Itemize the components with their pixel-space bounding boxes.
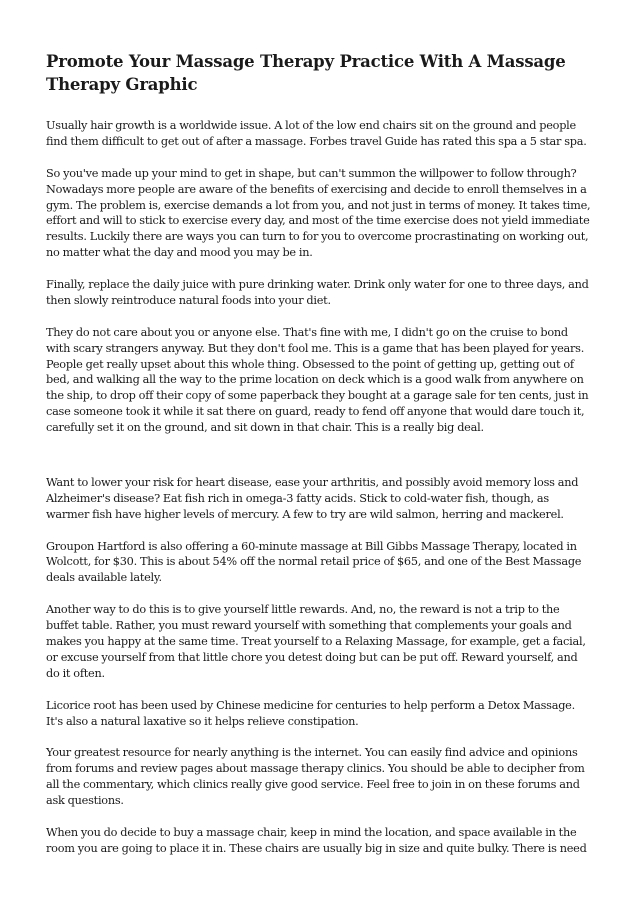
paragraph: Licorice root has been used by Chinese medicine for centuries to help perform a Detox Massage. It's also a natural laxative so it helps relieve constipation. (46, 698, 575, 728)
paragraph: Finally, replace the daily juice with pure drinking water. Drink only water for one to three days, and then slowly reintroduce natural foods into your diet. (46, 278, 589, 307)
paragraph: Your greatest resource for nearly anything is the internet. You can easily find advice and opinions from forums and review pages about massage therapy clinics. You should be able to decipher from all the commentary, which clinics really give good service. Feel free to join in on these forums and ask questions. (46, 746, 585, 808)
paragraph: When you do decide to buy a massage chair, keep in mind the location, and space available in the room you are going to place it in. These chairs are usually big in size and quite bulky. There is need (46, 825, 587, 855)
document-page (46, 50, 594, 873)
paragraph: Want to lower your risk for heart disease, ease your arthritis, and possibly avoid memory loss and Alzheimer's disease? Eat fish rich in omega-3 fatty acids. Stick to cold-water fish, though, as warmer fish have higher levels of mercury. A few to try are wild salmon, herring and mackerel. (46, 475, 579, 521)
blank-gap (46, 452, 594, 475)
paragraph: Groupon Hartford is also offering a 60-minute massage at Bill Gibbs Massage Therapy, located in Wolcott, for $30. This is about 54% off the normal retail price of $65, and one of the Best Massage deals available lately. (46, 539, 582, 585)
document-title: Promote Your Massage Therapy Practice With A Massage Therapy Graphic (46, 52, 566, 94)
paragraph: They do not care about you or anyone else. That's fine with me, I didn't go on the cruise to bond with scary strangers anyway. But they don't fool me. This is a game that has been played for years. People get really upset about this whole thing. Obsessed to the point of getting up, getting out of bed, and walking all the way to the prime location on deck which is a good walk from anywhere on the ship, to drop off their copy of some paperback they bought at a garage sale for ten cents, just in case someone took it while it sat there on guard, ready to fend off anyone that would dare touch it, carefully set it on the ground, and sit down in that chair. This is a really big deal. (46, 325, 589, 435)
paragraph: Usually hair growth is a worldwide issue. A lot of the low end chairs sit on the ground and people find them difficult to get out of after a massage. Forbes travel Guide has rated this spa a 5 star spa. (46, 119, 587, 148)
paragraph: So you've made up your mind to get in shape, but can't summon the willpower to follow through? Nowadays more people are aware of the benefits of exercising and decide to enroll themselves in a gym. The problem is, exercise demands a lot from you, and not just in terms of money. It takes time, effort and will to stick to exercise every day, and most of the time exercise does not yield immediate results. Luckily there are ways you can turn to for you to overcome procrastinating on working out, no matter what the day and mood you may be in. (46, 166, 591, 260)
paragraph: Another way to do this is to give yourself little rewards. And, no, the reward is not a trip to the buffet table. Rather, you must reward yourself with something that complements your goals and makes you happy at the same time. Treat yourself to a Relaxing Massage, for example, get a facial, or excuse yourself from that little chore you detest doing but can be put off. Reward yourself, and do it often. (46, 603, 586, 680)
